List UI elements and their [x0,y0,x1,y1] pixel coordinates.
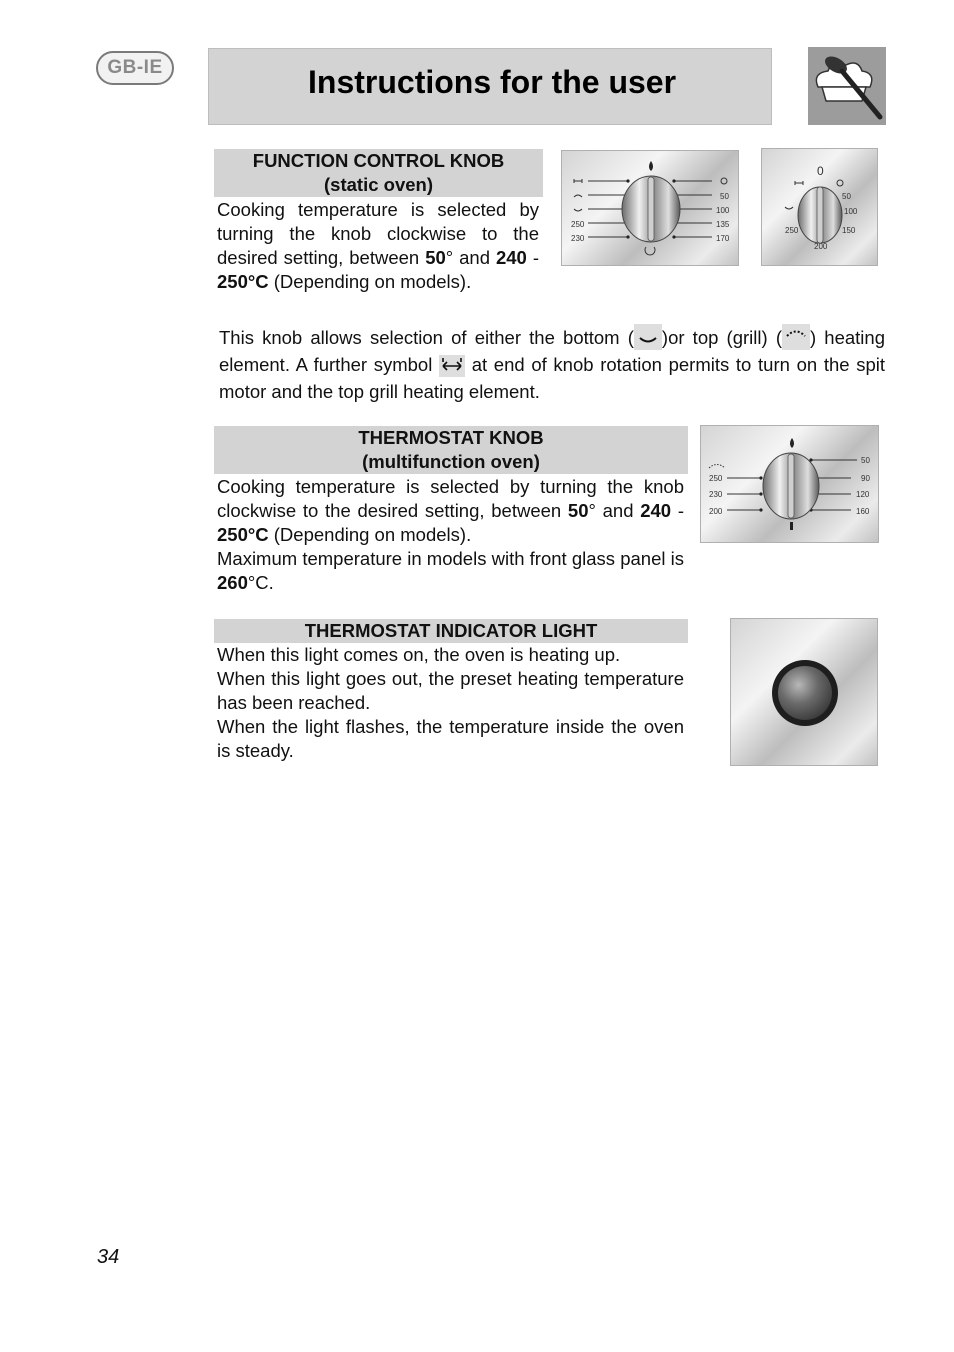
indicator-light-line-3: When the light flashes, the temperature inside the oven is steady. [217,716,684,761]
thermostat-knob-label-right-2: 90 [861,474,870,483]
function-knob-small-label-2: 100 [844,207,858,216]
thermostat-knob-label-left-1: 250 [709,474,723,483]
function-knob-label-right-3: 135 [716,220,730,229]
thermostat-knob-heading-title: THERMOSTAT KNOB [358,427,544,448]
spit-motor-icon [439,355,465,377]
function-knob-text: Cooking temperature is selected by turning the knob clockwise to the desired setting, between 50° and 240 - 250°C (Depending on models). [217,199,539,292]
indicator-light-heading: THERMOSTAT INDICATOR LIGHT [214,619,688,643]
thermostat-knob-label-left-2: 230 [709,490,723,499]
page-title: Instructions for the user [308,64,677,100]
indicator-light-text [217,643,684,763]
thermostat-knob-label-left-3: 200 [709,507,723,516]
function-knob-small-panel [761,148,878,266]
function-knob-heading-title: FUNCTION CONTROL KNOB [252,150,505,171]
indicator-lamp [778,666,832,720]
bottom-heating-element-icon [634,324,662,350]
thermostat-knob-text: Cooking temperature is selected by turning the knob clockwise to the desired setting, between 50° and 240 - 250°C (Depending on models). Maximum temperature in models with front glass panel is 260°C. [217,476,684,593]
thermostat-knob-label-right-4: 160 [856,507,870,516]
region-badge: GB-IE [96,51,174,85]
function-knob-panel [561,150,739,266]
indicator-light-line-2: When this light goes out, the preset heating temperature has been reached. [217,668,684,713]
thermostat-knob-label-right-3: 120 [856,490,870,499]
thermostat-knob-label-right-1: 50 [861,456,870,465]
function-knob-heading-subtitle: (static oven) [324,174,433,195]
thermostat-knob-heading-subtitle: (multifunction oven) [362,451,540,472]
top-grill-element-icon [782,324,810,350]
function-knob-label-right-1: 50 [720,192,729,201]
thermostat-knob-heading [214,426,688,474]
chef-spoon-logo [808,47,886,125]
function-knob-small-label-4: 200 [814,242,828,251]
function-knob-small-label-top: 0 [817,164,824,178]
indicator-light-line-1: When this light comes on, the oven is heating up. [217,644,621,665]
indicator-light-panel [730,618,878,766]
function-knob-small-label-1: 50 [842,192,851,201]
function-knob-small-label-5: 250 [785,226,799,235]
function-knob-label-left-1: 250 [571,220,585,229]
page-number: 34 [97,1246,120,1268]
function-knob-label-left-2: 230 [571,234,585,243]
function-knob-small-label-3: 150 [842,226,856,235]
function-knob-heading [214,149,543,197]
function-knob-label-right-4: 170 [716,234,730,243]
thermostat-knob-panel [700,425,879,543]
function-knob-element-text: This knob allows selection of either the bottom ( )or top (grill) ( ) heating element. A further symbol at end of knob rotation permits to turn on the spit motor and the top grill heating element. [219,324,885,405]
function-knob-label-right-2: 100 [716,206,730,215]
